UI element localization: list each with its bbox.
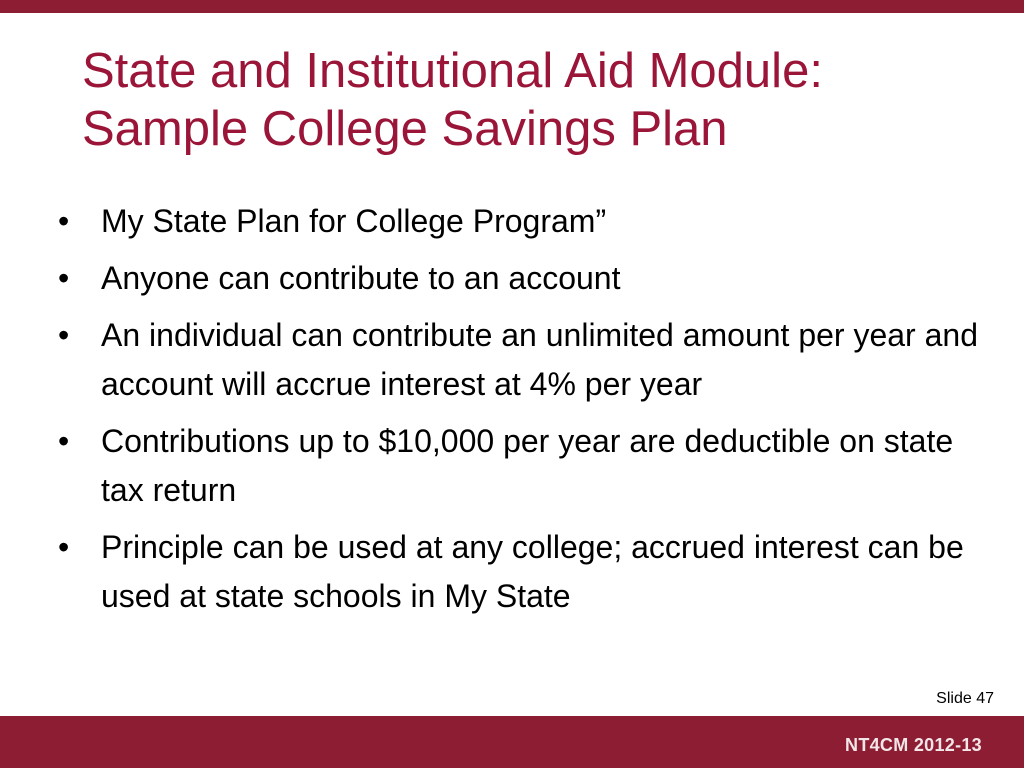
slide-title (82, 42, 982, 158)
bullet-marker: • (58, 260, 70, 296)
bullet-text: Principle can be used at any college; accrued interest can be used at state schools in My State (101, 529, 964, 614)
bullet-item (58, 417, 988, 515)
slide-number: Slide 47 (936, 690, 994, 707)
bullet-item (58, 311, 988, 409)
bullet-item (58, 197, 988, 246)
footer-bar (0, 716, 1024, 768)
bullet-list (58, 197, 988, 629)
bullet-text: An individual can contribute an unlimited amount per year and account will accrue interest at 4% per year (101, 317, 978, 402)
bullet-marker: • (58, 423, 70, 459)
bullet-marker: • (58, 317, 70, 353)
top-accent-bar (0, 0, 1024, 13)
slide-title-line-2: Sample College Savings Plan (82, 102, 728, 156)
slide-title-line-1: State and Institutional Aid Module: (82, 44, 823, 98)
footer-label: NT4CM 2012-13 (845, 735, 982, 755)
bullet-text: My State Plan for College Program” (101, 203, 607, 239)
bullet-marker: • (58, 529, 70, 565)
bullet-item (58, 523, 988, 621)
bullet-text: Anyone can contribute to an account (101, 260, 621, 296)
bullet-marker: • (58, 203, 70, 239)
bullet-text: Contributions up to $10,000 per year are deductible on state tax return (101, 423, 954, 508)
bullet-item (58, 254, 988, 303)
